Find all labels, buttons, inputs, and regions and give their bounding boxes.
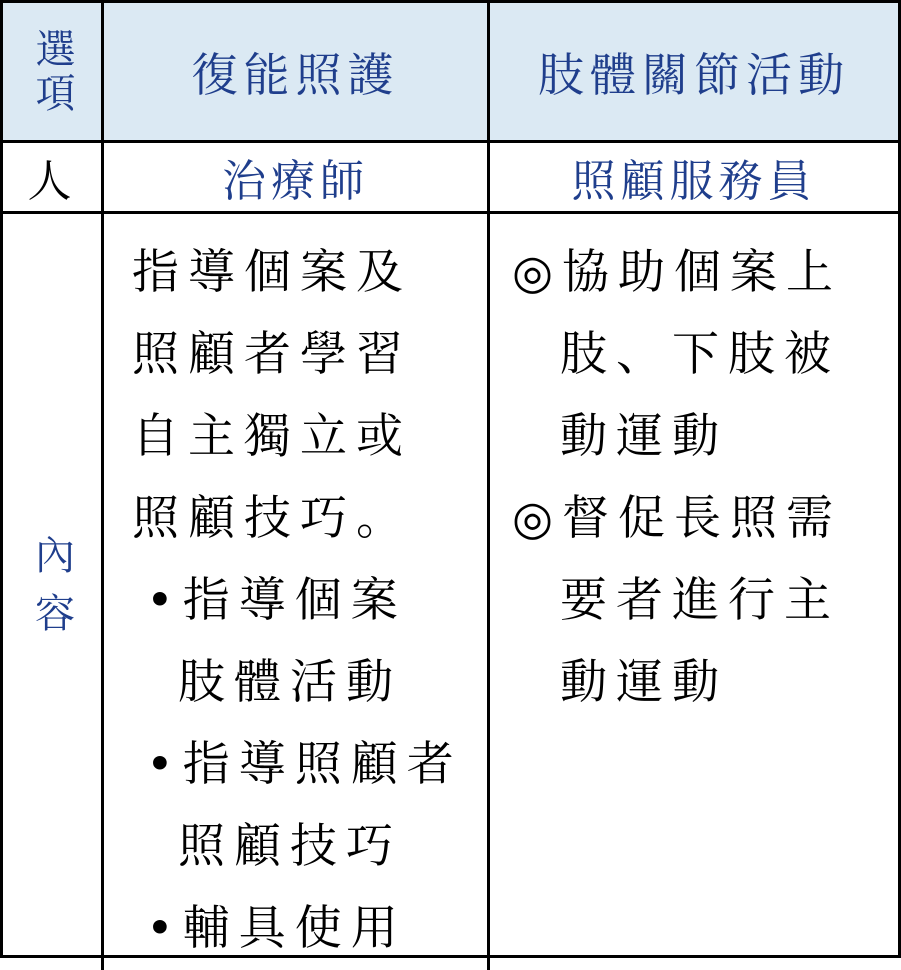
- limb-item-continuation: 肢、下肢被: [560, 327, 840, 382]
- person-rehab-cell: [104, 143, 490, 214]
- content-label: 內容: [28, 534, 75, 650]
- header-rehab-label: 復能照護: [191, 47, 400, 102]
- rehab-bullet-item: [132, 724, 487, 806]
- limb-item-continuation: 動運動: [560, 409, 728, 464]
- person-rehab: 治療師: [222, 156, 369, 207]
- content-rehab-cell: [104, 214, 490, 970]
- content-label-cell: [3, 214, 104, 970]
- header-option-cell: [3, 3, 104, 143]
- rehab-bullet-item: [132, 560, 487, 642]
- rehab-line: 指導個案及: [132, 245, 412, 300]
- bullet-text: 指導照顧者: [182, 737, 463, 792]
- header-option-label: 選項: [29, 27, 75, 116]
- rehab-line: 照顧技巧。: [132, 491, 412, 546]
- header-limb-label: 肢體關節活動: [538, 47, 850, 102]
- limb-item-text: 督促長照需: [562, 491, 843, 546]
- limb-item-continuation: 要者進行主: [560, 573, 840, 628]
- limb-item: [512, 478, 898, 560]
- person-limb: 照顧服務員: [571, 156, 817, 207]
- rehab-bullet-continuation: 肢體活動: [178, 655, 402, 710]
- double-circle-icon: ◎: [512, 491, 563, 546]
- rehab-line: 照顧者學習: [132, 327, 412, 382]
- bullet-icon: •: [146, 573, 183, 628]
- double-circle-icon: ◎: [512, 245, 563, 300]
- person-label-cell: [3, 143, 104, 214]
- bullet-text: 輔具使用: [182, 901, 407, 956]
- person-label: 人: [27, 156, 77, 207]
- rehab-line: 自主獨立或: [132, 409, 412, 464]
- header-limb-cell: [490, 3, 898, 143]
- bullet-icon: •: [146, 737, 183, 792]
- limb-item: [512, 232, 898, 314]
- rehab-bullet-continuation: 照顧技巧: [178, 819, 402, 874]
- content-limb-cell: [490, 214, 898, 970]
- bullet-text: 指導個案: [182, 573, 407, 628]
- limb-item-text: 協助個案上: [562, 245, 843, 300]
- person-limb-cell: [490, 143, 898, 214]
- bullet-icon: •: [146, 901, 183, 956]
- limb-item-continuation: 動運動: [560, 655, 728, 710]
- header-rehab-cell: [104, 3, 490, 143]
